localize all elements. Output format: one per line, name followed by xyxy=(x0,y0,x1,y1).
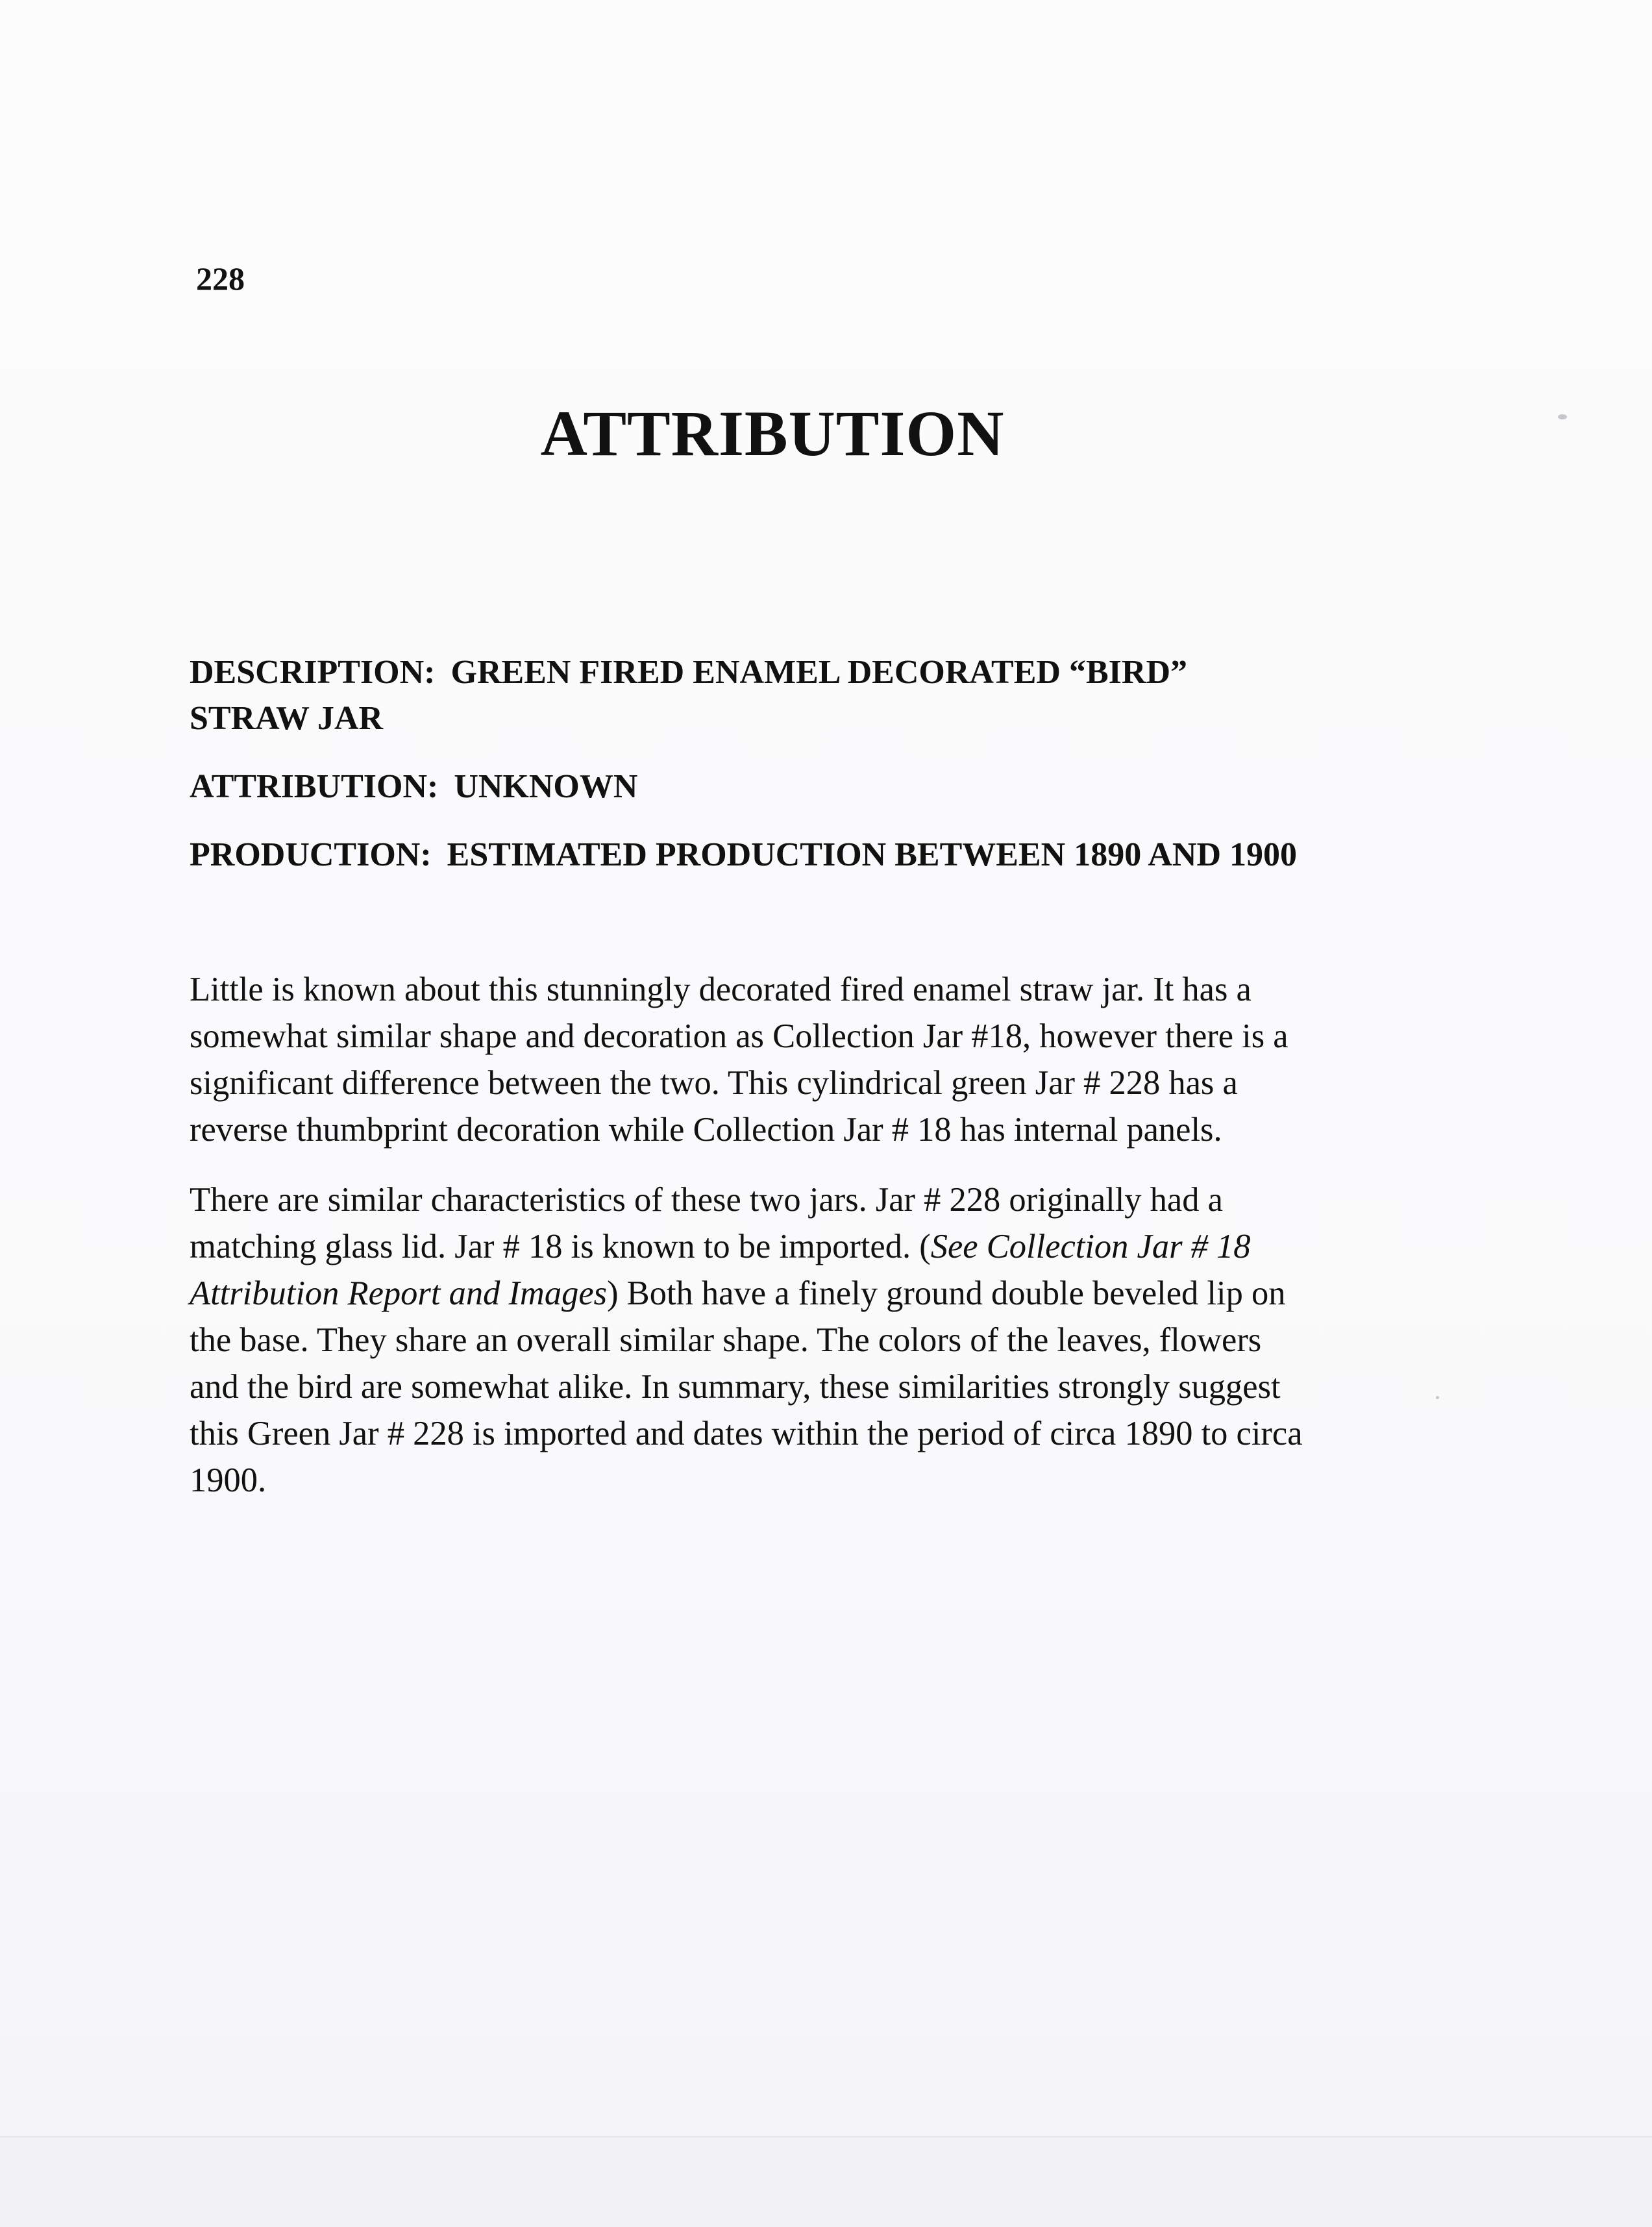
scan-speck xyxy=(1558,414,1567,419)
paragraph-2-line: 1900. xyxy=(190,1462,267,1499)
description-field xyxy=(190,649,1475,741)
paragraph-2-text: ) Both have a finely ground double beveled lip on xyxy=(607,1275,1286,1312)
paragraph-1-line: reverse thumbprint decoration while Collection Jar # 18 has internal panels. xyxy=(190,1111,1222,1149)
production-label: PRODUCTION: xyxy=(190,836,432,873)
attribution-fields xyxy=(190,649,1475,900)
paragraph-2-italic-reference: Attribution Report and Images xyxy=(190,1275,608,1312)
scan-speck xyxy=(1436,1396,1439,1399)
paragraph-1-line: somewhat similar shape and decoration as Collection Jar #18, however there is a xyxy=(190,1017,1288,1055)
description-label: DESCRIPTION: xyxy=(190,654,436,691)
paragraph-2-line: the base. They share an overall similar shape. The colors of the leaves, flowers xyxy=(190,1321,1262,1359)
paragraph-2-line xyxy=(190,1223,1449,1270)
paragraph-2-line: There are similar characteristics of these two jars. Jar # 228 originally had a xyxy=(190,1181,1223,1219)
paragraph-1-line: Little is known about this stunningly decorated fired enamel straw jar. It has a xyxy=(190,971,1251,1008)
paragraph-1-line: significant difference between the two. This cylindrical green Jar # 228 has a xyxy=(190,1064,1238,1102)
attribution-value: UNKNOWN xyxy=(454,768,638,805)
production-field xyxy=(190,832,1475,878)
paragraph-2-line: this Green Jar # 228 is imported and dates within the period of circa 1890 to circa xyxy=(190,1415,1303,1452)
paragraph-2-line xyxy=(190,1270,1449,1317)
paragraph-2-text: matching glass lid. Jar # 18 is known to be imported. ( xyxy=(190,1228,931,1265)
page-title: ATTRIBUTION xyxy=(540,397,1005,469)
description-value-line2: STRAW JAR xyxy=(190,700,384,737)
attribution-label: ATTRIBUTION: xyxy=(190,768,439,805)
production-value: ESTIMATED PRODUCTION BETWEEN 1890 AND 1900 xyxy=(447,836,1297,873)
scan-bottom-band xyxy=(0,2136,1652,2227)
attribution-field xyxy=(190,764,1475,810)
paragraph-2-line: and the bird are somewhat alike. In summary, these similarities strongly suggest xyxy=(190,1368,1281,1406)
body-text xyxy=(190,966,1449,1527)
description-value-line1: GREEN FIRED ENAMEL DECORATED “BIRD” xyxy=(450,654,1188,691)
paragraph-2-italic-reference: See Collection Jar # 18 xyxy=(930,1228,1251,1265)
page-number: 228 xyxy=(196,260,245,297)
paragraph-2 xyxy=(190,1176,1449,1504)
paragraph-1 xyxy=(190,966,1449,1153)
